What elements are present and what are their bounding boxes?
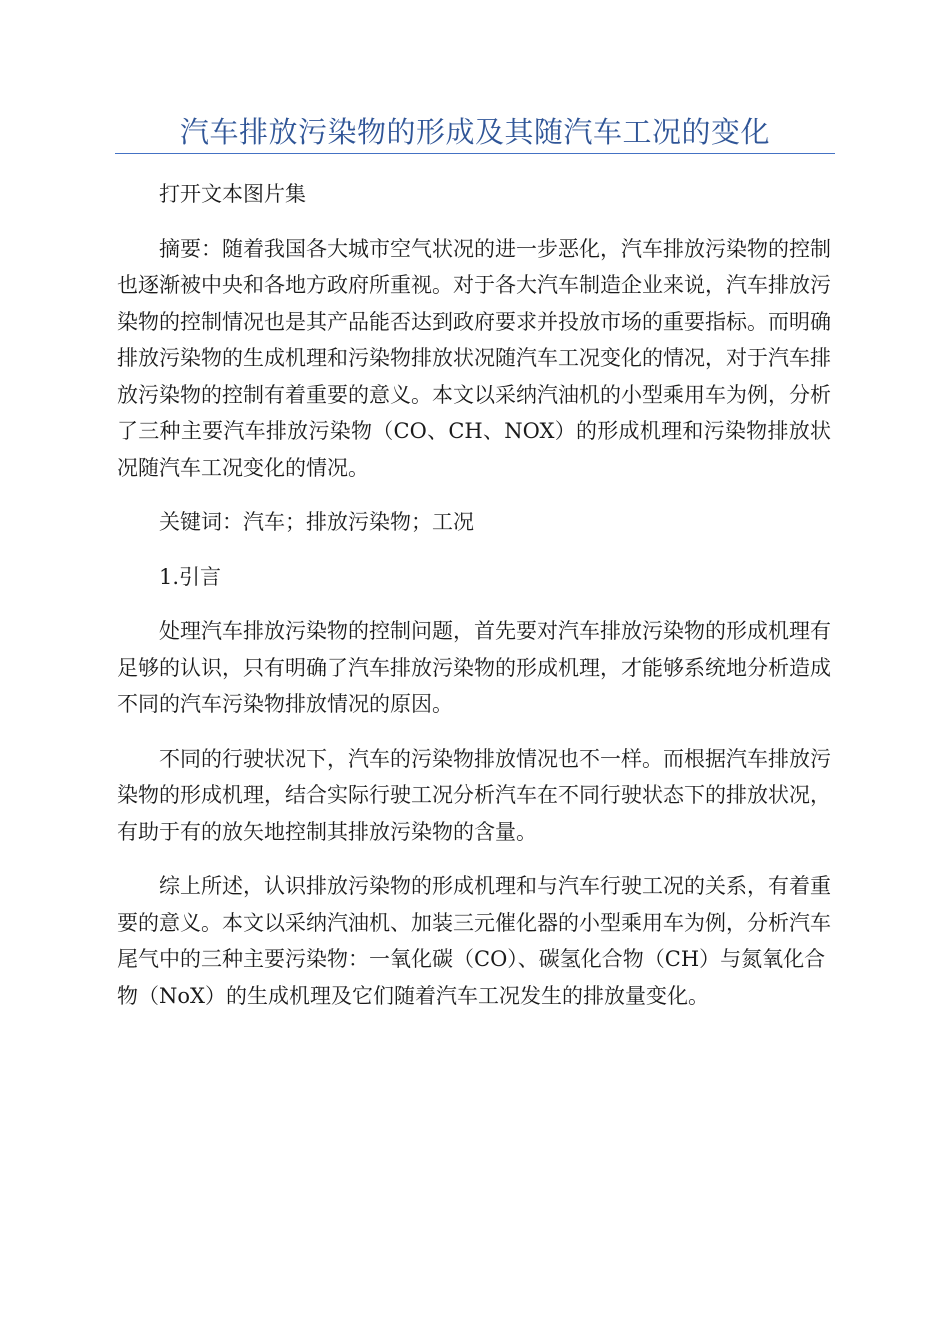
document-body [117,176,831,1032]
paragraph-intro-2: 不同的行驶状况下，汽车的污染物排放情况也不一样。而根据汽车排放污染物的形成机理，结合实际行驶工况分析汽车在不同行驶状态下的排放状况，有助于有的放矢地控制其排放污染物的含量。 [117,746,831,844]
paragraph-intro-3: 综上所述，认识排放污染物的形成机理和与汽车行驶工况的关系，有着重要的意义。本文以采纳汽油机、加装三元催化器的小型乘用车为例，分析汽车尾气中的三种主要污染物：一氧化碳（CO）、碳氢化合物（CH）与氮氧化合物（NoX）的生成机理及它们随着汽车工况发生的排放量变化。 [117,874,831,1008]
paragraph-keywords: 关键词：汽车；排放污染物；工况 [159,510,474,534]
paragraph-abstract: 摘要：随着我国各大城市空气状况的进一步恶化，汽车排放污染物的控制也逐渐被中央和各地方政府所重视。对于各大汽车制造企业来说，汽车排放污染物的控制情况也是其产品能否达到政府要求并投放市场的重要指标。而明确排放污染物的生成机理和污染物排放状况随汽车工况变化的情况，对于汽车排放污染物的控制有着重要的意义。本文以采纳汽油机的小型乘用车为例，分析了三种主要汽车排放污染物（CO、CH、NOX）的形成机理和污染物排放状况随汽车工况变化的情况。 [117,236,831,480]
document-title: 汽车排放污染物的形成及其随汽车工况的变化 [179,115,770,149]
paragraph-image-gallery-link: 打开文本图片集 [159,182,306,206]
section-heading-introduction: 1.引言 [159,564,222,589]
title-underline [115,153,835,154]
paragraph-intro-1: 处理汽车排放污染物的控制问题，首先要对汽车排放污染物的形成机理有足够的认识，只有明确了汽车排放污染物的形成机理，才能够系统地分析造成不同的汽车污染物排放情况的原因。 [117,619,831,716]
